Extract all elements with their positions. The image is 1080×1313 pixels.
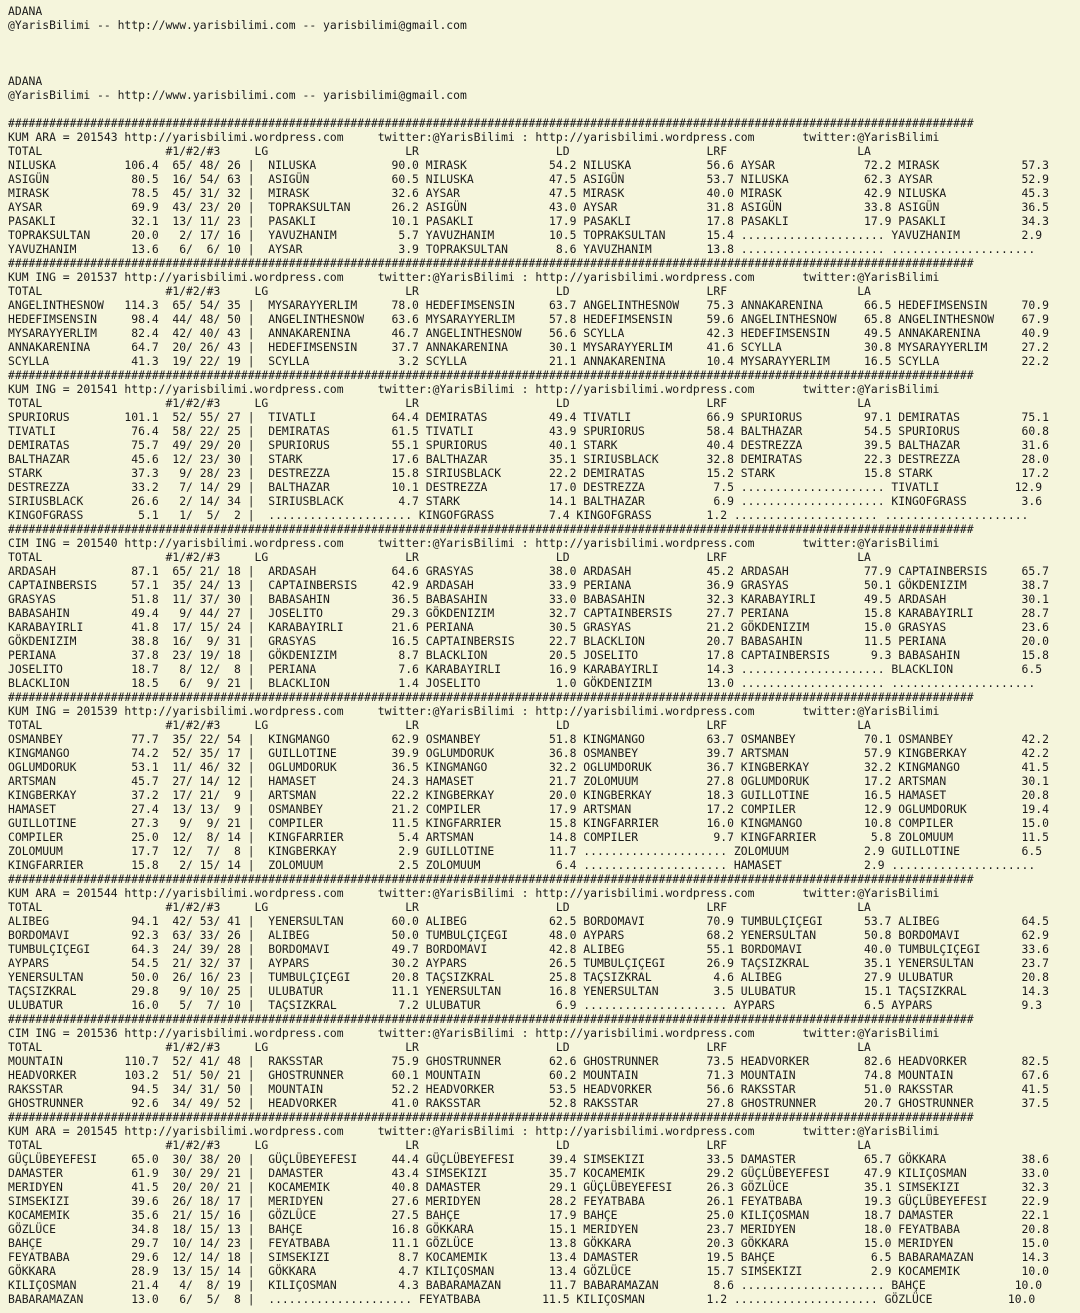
text-line: BAHÇE 29.7 10/ 14/ 23 | FEYATBABA 11.1 GÖZLÜCE 13.8 GÖKKARA 20.3 GÖKKARA 15.0 MERIDYEN 15.0 [8,1236,1049,1250]
text-line: TOTAL #1/#2/#3 LG LR LD LRF LA [8,144,871,158]
text-line: KUM ING = 201537 http://yarisbilimi.wordpress.com twitter:@YarisBilimi : http://yarisbilimi.wordpress.com twitter:@YarisBilimi [8,270,940,284]
text-line: COMPILER 25.0 12/ 8/ 14 | KINGFARRIER 5.4 ARTSMAN 14.8 COMPILER 9.7 KINGFARRIER 5.8 ZOLOMUUM 11.5 [8,830,1049,844]
text-line: BABARAMAZAN 13.0 6/ 5/ 8 | ..................... FEYATBABA 11.5 KILIÇOSMAN 1.2 ..................... GÖZLÜCE 10.0 [8,1292,1036,1306]
separator-line: ############################################################################################################################################# [8,1012,974,1026]
text-line: CIM ING = 201540 http://yarisbilimi.wordpress.com twitter:@YarisBilimi : http://yarisbilimi.wordpress.com twitter:@YarisBilimi [8,536,940,550]
text-line: ULUBATUR 16.0 5/ 7/ 10 | TAÇSIZKRAL 7.2 ULUBATUR 6.9 ..................... AYPARS 6.5 AYPARS 9.3 [8,998,1043,1012]
text-line: TOTAL #1/#2/#3 LG LR LD LRF LA [8,1040,871,1054]
text-line: PASAKLI 32.1 13/ 11/ 23 | PASAKLI 10.1 PASAKLI 17.9 PASAKLI 17.8 PASAKLI 17.9 PASAKLI 34.3 [8,214,1049,228]
text-line: KOCAMEMIK 35.6 21/ 15/ 16 | GÖZLÜCE 27.5 BAHÇE 17.9 BAHÇE 25.0 KILIÇOSMAN 18.7 DAMASTER 22.1 [8,1208,1049,1222]
text-line: AYPARS 54.5 21/ 32/ 37 | AYPARS 30.2 AYPARS 26.5 TUMBULÇIÇEGI 26.9 TAÇSIZKRAL 35.1 YENERSULTAN 23.7 [8,956,1049,970]
text-line: ARDASAH 87.1 65/ 21/ 18 | ARDASAH 64.6 GRASYAS 38.0 ARDASAH 45.2 ARDASAH 77.9 CAPTAINBERSIS 65.7 [8,564,1049,578]
text-line [8,102,1080,116]
text-line: GÖKKARA 28.9 13/ 15/ 14 | GÖKKARA 4.7 KILIÇOSMAN 13.4 GÖZLÜCE 15.7 SIMSEKIZI 2.9 KOCAMEMIK 10.0 [8,1264,1049,1278]
separator-line: ############################################################################################################################################# [8,522,974,536]
text-line: CAPTAINBERSIS 57.1 35/ 24/ 13 | CAPTAINBERSIS 42.9 ARDASAH 33.9 PERIANA 36.9 GRASYAS 50.1 GÖKDENIZIM 38.7 [8,578,1049,592]
text-line: YENERSULTAN 50.0 26/ 16/ 23 | TUMBULÇIÇEGI 20.8 TAÇSIZKRAL 25.8 TAÇSIZKRAL 4.6 ALIBEG 27.9 ULUBATUR 20.8 [8,970,1049,984]
text-line: TAÇSIZKRAL 29.8 9/ 10/ 25 | ULUBATUR 11.1 YENERSULTAN 16.8 YENERSULTAN 3.5 ULUBATUR 15.1 TAÇSIZKRAL 14.3 [8,984,1049,998]
text-line: FEYATBABA 29.6 12/ 14/ 18 | SIMSEKIZI 8.7 KOCAMEMIK 13.4 DAMASTER 19.5 BAHÇE 6.5 BABARAMAZAN 14.3 [8,1250,1049,1264]
text-line: MYSARAYYERLIM 82.4 42/ 40/ 43 | ANNAKARENINA 46.7 ANGELINTHESNOW 56.6 SCYLLA 42.3 HEDEFIMSENSIN 49.5 ANNAKARENINA 40.9 [8,326,1049,340]
separator-line: ############################################################################################################################################# [8,116,974,130]
text-line: KUM ARA = 201543 http://yarisbilimi.wordpress.com twitter:@YarisBilimi : http://yarisbilimi.wordpress.com twitter:@YarisBilimi [8,130,940,144]
text-line: @YarisBilimi -- http://www.yarisbilimi.com -- yarisbilimi@gmail.com [8,18,467,32]
text-line: TOPRAKSULTAN 20.0 2/ 17/ 16 | YAVUZHANIM 5.7 YAVUZHANIM 10.5 TOPRAKSULTAN 15.4 ..................... YAVUZHANIM 2.9 [8,228,1043,242]
text-line: TUMBULÇIÇEGI 64.3 24/ 39/ 28 | BORDOMAVI 49.7 BORDOMAVI 42.8 ALIBEG 55.1 BORDOMAVI 40.0 TUMBULÇIÇEGI 33.6 [8,942,1049,956]
text-line: OSMANBEY 77.7 35/ 22/ 54 | KINGMANGO 62.9 OSMANBEY 51.8 KINGMANGO 63.7 OSMANBEY 70.1 OSMANBEY 42.2 [8,732,1049,746]
text-line: MIRASK 78.5 45/ 31/ 32 | MIRASK 32.6 AYSAR 47.5 MIRASK 40.0 MIRASK 42.9 NILUSKA 45.3 [8,186,1049,200]
text-line: KINGMANGO 74.2 52/ 35/ 17 | GUILLOTINE 39.9 OGLUMDORUK 36.8 OSMANBEY 39.7 ARTSMAN 57.9 KINGBERKAY 42.2 [8,746,1049,760]
text-line: ZOLOMUUM 17.7 12/ 7/ 8 | KINGBERKAY 2.9 GUILLOTINE 11.7 ..................... ZOLOMUUM 2.9 GUILLOTINE 6.5 [8,844,1043,858]
text-line: PERIANA 37.8 23/ 19/ 18 | GÖKDENIZIM 8.7 BLACKLION 20.5 JOSELITO 17.8 CAPTAINBERSIS 9.3 BABASAHIN 15.8 [8,648,1049,662]
text-line: ARTSMAN 45.7 27/ 14/ 12 | HAMASET 24.3 HAMASET 21.7 ZOLOMUUM 27.8 OGLUMDORUK 17.2 ARTSMAN 30.1 [8,774,1049,788]
text-line: GÖZLÜCE 34.8 18/ 15/ 13 | BAHÇE 16.8 GÖKKARA 15.1 MERIDYEN 23.7 MERIDYEN 18.0 FEYATBABA 20.8 [8,1222,1049,1236]
separator-line: ############################################################################################################################################# [8,368,974,382]
text-line: GRASYAS 51.8 11/ 37/ 30 | BABASAHIN 36.5 BABASAHIN 33.0 BABASAHIN 32.3 KARABAYIRLI 49.5 ARDASAH 30.1 [8,592,1049,606]
text-line: SIMSEKIZI 39.6 26/ 18/ 17 | MERIDYEN 27.6 MERIDYEN 28.2 FEYATBABA 26.1 FEYATBABA 19.3 GÜÇLÜBEYEFESI 22.9 [8,1194,1049,1208]
text-line: ANGELINTHESNOW 114.3 65/ 54/ 35 | MYSARAYYERLIM 78.0 HEDEFIMSENSIN 63.7 ANGELINTHESNOW 75.3 ANNAKARENINA 66.5 HEDEFIMSENSIN 70.9 [8,298,1049,312]
text-line: BORDOMAVI 92.3 63/ 33/ 26 | ALIBEG 50.0 TUMBULÇIÇEGI 48.0 AYPARS 68.2 YENERSULTAN 50.8 BORDOMAVI 62.9 [8,928,1049,942]
text-line: GÖKDENIZIM 38.8 16/ 9/ 31 | GRASYAS 16.5 CAPTAINBERSIS 22.7 BLACKLION 20.7 BABASAHIN 11.5 PERIANA 20.0 [8,634,1049,648]
text-line: BLACKLION 18.5 6/ 9/ 21 | BLACKLION 1.4 JOSELITO 1.0 GÖKDENIZIM 13.0 ..................... ..................... [8,676,1036,690]
text-line: ADANA [8,4,43,18]
separator-line: ############################################################################################################################################# [8,872,974,886]
text-line: ALIBEG 94.1 42/ 53/ 41 | YENERSULTAN 60.0 ALIBEG 62.5 BORDOMAVI 70.9 TUMBULÇIÇEGI 53.7 ALIBEG 64.5 [8,914,1049,928]
text-line [8,46,1080,60]
text-line: KILIÇOSMAN 21.4 4/ 8/ 19 | KILIÇOSMAN 4.3 BABARAMAZAN 11.7 BABARAMAZAN 8.6 ..................... BAHÇE 10.0 [8,1278,1043,1292]
text-line: TIVATLI 76.4 58/ 22/ 25 | DEMIRATAS 61.5 TIVATLI 43.9 SPURIORUS 58.4 BALTHAZAR 54.5 SPURIORUS 60.8 [8,424,1049,438]
text-line: RAKSSTAR 94.5 34/ 31/ 50 | MOUNTAIN 52.2 HEADVORKER 53.5 HEADVORKER 56.6 RAKSSTAR 51.0 RAKSSTAR 41.5 [8,1082,1049,1096]
text-line: KINGOFGRASS 5.1 1/ 5/ 2 | ..................... KINGOFGRASS 7.4 KINGOFGRASS 1.2 ..................... ..................... [8,508,1029,522]
text-line: TOTAL #1/#2/#3 LG LR LD LRF LA [8,396,871,410]
text-line: AYSAR 69.9 43/ 23/ 20 | TOPRAKSULTAN 26.2 ASIGÜN 43.0 AYSAR 31.8 ASIGÜN 33.8 ASIGÜN 36.5 [8,200,1049,214]
text-line: GUILLOTINE 27.3 9/ 9/ 21 | COMPILER 11.5 KINGFARRIER 15.8 KINGFARRIER 16.0 KINGMANGO 10.8 COMPILER 15.0 [8,816,1049,830]
text-line: SPURIORUS 101.1 52/ 55/ 27 | TIVATLI 64.4 DEMIRATAS 49.4 TIVATLI 66.9 SPURIORUS 97.1 DEMIRATAS 75.1 [8,410,1049,424]
text-line: DESTREZZA 33.2 7/ 14/ 29 | BALTHAZAR 10.1 DESTREZZA 17.0 DESTREZZA 7.5 ..................... TIVATLI 12.9 [8,480,1043,494]
text-line [8,32,1080,46]
text-line: TOTAL #1/#2/#3 LG LR LD LRF LA [8,718,871,732]
text-line: DAMASTER 61.9 30/ 29/ 21 | DAMASTER 43.4 SIMSEKIZI 35.7 KOCAMEMIK 29.2 GÜÇLÜBEYEFESI 47.9 KILIÇOSMAN 33.0 [8,1166,1049,1180]
text-line: HEADVORKER 103.2 51/ 50/ 21 | GHOSTRUNNER 60.1 MOUNTAIN 60.2 MOUNTAIN 71.3 MOUNTAIN 74.8 MOUNTAIN 67.6 [8,1068,1049,1082]
text-line: SCYLLA 41.3 19/ 22/ 19 | SCYLLA 3.2 SCYLLA 21.1 ANNAKARENINA 10.4 MYSARAYYERLIM 16.5 SCYLLA 22.2 [8,354,1049,368]
text-line: ADANA [8,74,43,88]
text-line: GHOSTRUNNER 92.6 34/ 49/ 52 | HEADVORKER 41.0 RAKSSTAR 52.8 RAKSSTAR 27.8 GHOSTRUNNER 20.7 GHOSTRUNNER 37.5 [8,1096,1049,1110]
text-line: ASIGÜN 80.5 16/ 54/ 63 | ASIGÜN 60.5 NILUSKA 47.5 ASIGÜN 53.7 NILUSKA 62.3 AYSAR 52.9 [8,172,1049,186]
text-line: CIM ING = 201536 http://yarisbilimi.wordpress.com twitter:@YarisBilimi : http://yarisbilimi.wordpress.com twitter:@YarisBilimi [8,1026,940,1040]
separator-line: ############################################################################################################################################# [8,1110,974,1124]
text-line: HAMASET 27.4 13/ 13/ 9 | OSMANBEY 21.2 COMPILER 17.9 ARTSMAN 17.2 COMPILER 12.9 OGLUMDORUK 19.4 [8,802,1049,816]
text-line: BALTHAZAR 45.6 12/ 23/ 30 | STARK 17.6 BALTHAZAR 35.1 SIRIUSBLACK 32.8 DEMIRATAS 22.3 DESTREZZA 28.0 [8,452,1049,466]
text-line: STARK 37.3 9/ 28/ 23 | DESTREZZA 15.8 SIRIUSBLACK 22.2 DEMIRATAS 15.2 STARK 15.8 STARK 17.2 [8,466,1049,480]
text-line: NILUSKA 106.4 65/ 48/ 26 | NILUSKA 90.0 MIRASK 54.2 NILUSKA 56.6 AYSAR 72.2 MIRASK 57.3 [8,158,1049,172]
text-line: KARABAYIRLI 41.8 17/ 15/ 24 | KARABAYIRLI 21.6 PERIANA 30.5 GRASYAS 21.2 GÖKDENIZIM 15.0 GRASYAS 23.6 [8,620,1049,634]
text-line: KUM ING = 201539 http://yarisbilimi.wordpress.com twitter:@YarisBilimi : http://yarisbilimi.wordpress.com twitter:@YarisBilimi [8,704,940,718]
text-line: KINGBERKAY 37.2 17/ 21/ 9 | ARTSMAN 22.2 KINGBERKAY 20.0 KINGBERKAY 18.3 GUILLOTINE 16.5 HAMASET 20.8 [8,788,1049,802]
text-line: KUM ING = 201541 http://yarisbilimi.wordpress.com twitter:@YarisBilimi : http://yarisbilimi.wordpress.com twitter:@YarisBilimi [8,382,940,396]
text-line: SIRIUSBLACK 26.6 2/ 14/ 34 | SIRIUSBLACK 4.7 STARK 14.1 BALTHAZAR 6.9 ..................... KINGOFGRASS 3.6 [8,494,1043,508]
text-line: TOTAL #1/#2/#3 LG LR LD LRF LA [8,900,871,914]
text-line: ANNAKARENINA 64.7 20/ 26/ 43 | HEDEFIMSENSIN 37.7 ANNAKARENINA 30.1 MYSARAYYERLIM 41.6 SCYLLA 30.8 MYSARAYYERLIM 27.2 [8,340,1049,354]
text-line: YAVUZHANIM 13.6 6/ 6/ 10 | AYSAR 3.9 TOPRAKSULTAN 8.6 YAVUZHANIM 13.8 ..................... ..................... [8,242,1036,256]
text-line: MERIDYEN 41.5 20/ 20/ 21 | KOCAMEMIK 40.8 DAMASTER 29.1 GÜÇLÜBEYEFESI 26.3 GÖZLÜCE 35.1 SIMSEKIZI 32.3 [8,1180,1049,1194]
text-line: MOUNTAIN 110.7 52/ 41/ 48 | RAKSSTAR 75.9 GHOSTRUNNER 62.6 GHOSTRUNNER 73.5 HEADVORKER 82.6 HEADVORKER 82.5 [8,1054,1049,1068]
text-line: DEMIRATAS 75.7 49/ 29/ 20 | SPURIORUS 55.1 SPURIORUS 40.1 STARK 40.4 DESTREZZA 39.5 BALTHAZAR 31.6 [8,438,1049,452]
text-line: OGLUMDORUK 53.1 11/ 46/ 32 | OGLUMDORUK 36.5 KINGMANGO 32.2 OGLUMDORUK 36.7 KINGBERKAY 32.2 KINGMANGO 41.5 [8,760,1049,774]
text-line: TOTAL #1/#2/#3 LG LR LD LRF LA [8,284,871,298]
separator-line: ############################################################################################################################################# [8,256,974,270]
text-line: KINGFARRIER 15.8 2/ 15/ 14 | ZOLOMUUM 2.5 ZOLOMUUM 6.4 ..................... HAMASET 2.9 ..................... [8,858,1036,872]
text-line: KUM ARA = 201545 http://yarisbilimi.wordpress.com twitter:@YarisBilimi : http://yarisbilimi.wordpress.com twitter:@YarisBilimi [8,1124,940,1138]
separator-line: ############################################################################################################################################# [8,690,974,704]
text-line: @YarisBilimi -- http://www.yarisbilimi.com -- yarisbilimi@gmail.com [8,88,467,102]
text-line: GÜÇLÜBEYEFESI 65.0 30/ 38/ 20 | GÜÇLÜBEYEFESI 44.4 GÜÇLÜBEYEFESI 39.4 SIMSEKIZI 33.5 DAMASTER 65.7 GÖKKARA 38.6 [8,1152,1049,1166]
text-line: JOSELITO 18.7 8/ 12/ 8 | PERIANA 7.6 KARABAYIRLI 16.9 KARABAYIRLI 14.3 ..................... BLACKLION 6.5 [8,662,1043,676]
text-line: KUM ARA = 201544 http://yarisbilimi.wordpress.com twitter:@YarisBilimi : http://yarisbilimi.wordpress.com twitter:@YarisBilimi [8,886,940,900]
text-line: HEDEFIMSENSIN 98.4 44/ 48/ 50 | ANGELINTHESNOW 63.6 MYSARAYYERLIM 57.8 HEDEFIMSENSIN 59.6 ANGELINTHESNOW 65.8 ANGELINTHESNOW 67.9 [8,312,1049,326]
text-line: TOTAL #1/#2/#3 LG LR LD LRF LA [8,550,871,564]
text-line: BABASAHIN 49.4 9/ 44/ 27 | JOSELITO 29.3 GÖKDENIZIM 32.7 CAPTAINBERSIS 27.7 PERIANA 15.8 KARABAYIRLI 28.7 [8,606,1049,620]
text-line: TOTAL #1/#2/#3 LG LR LD LRF LA [8,1138,871,1152]
text-line [8,60,1080,74]
